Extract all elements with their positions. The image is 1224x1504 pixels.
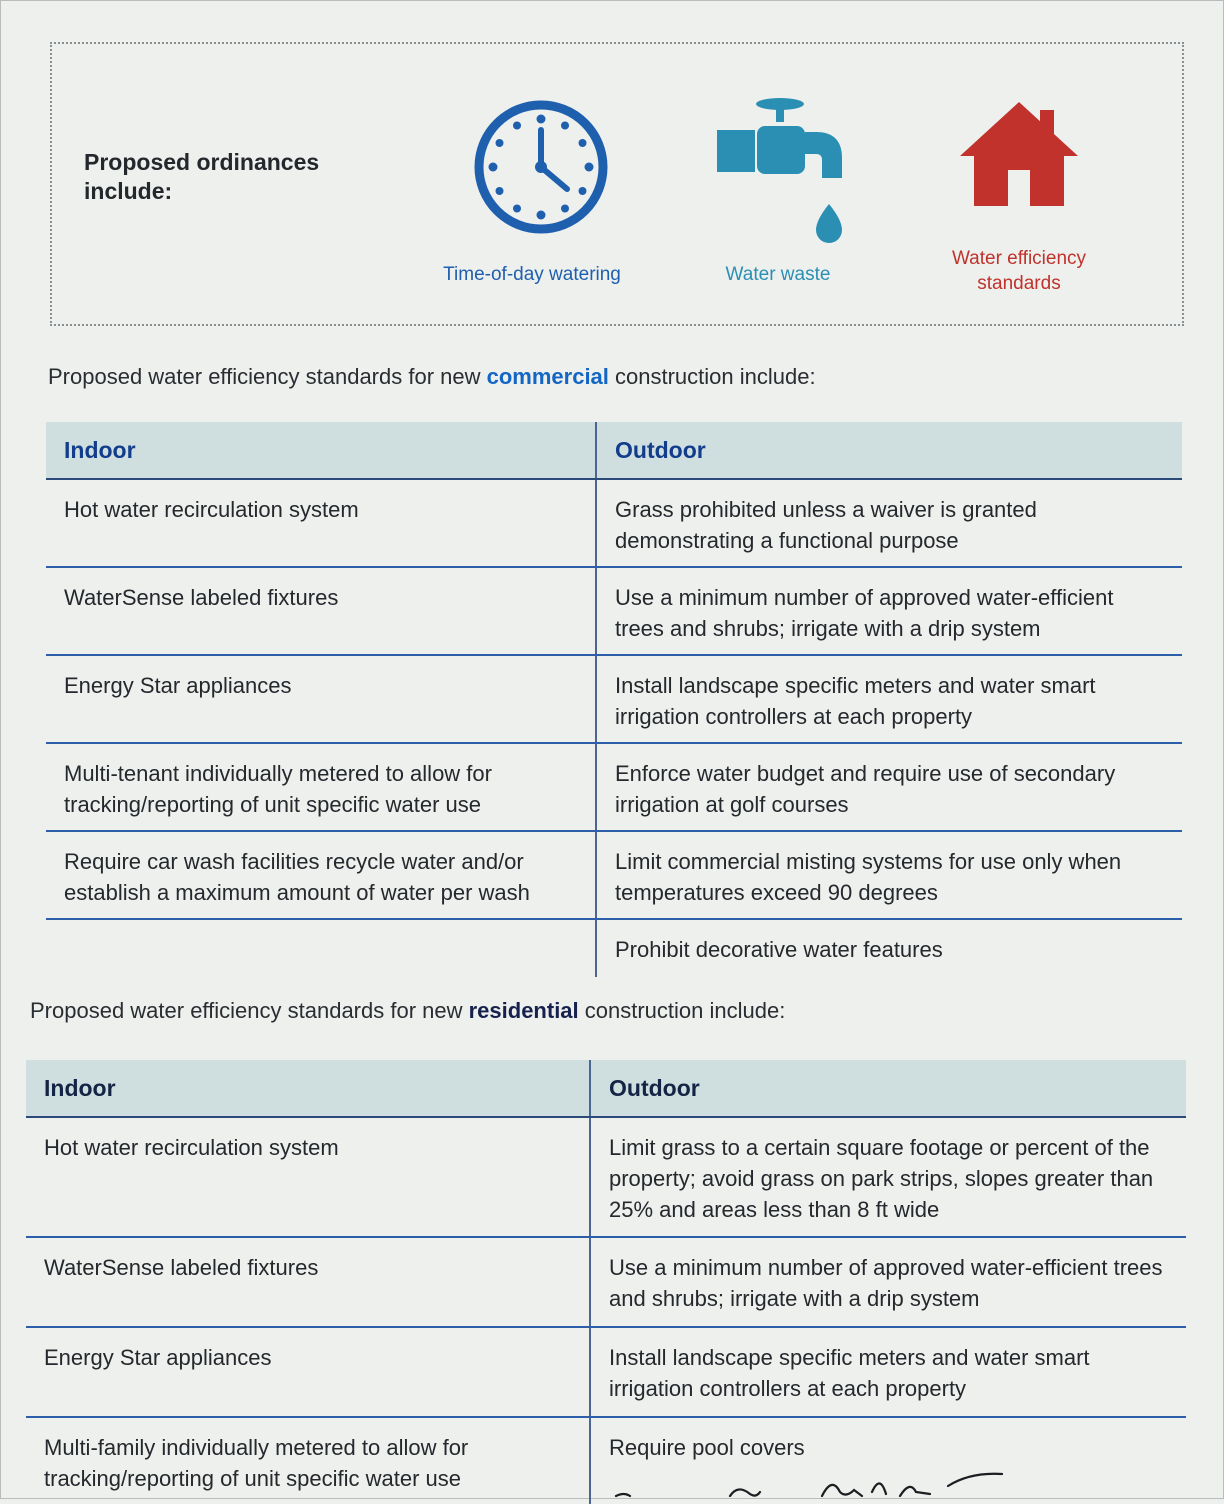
indoor-cell: Multi-tenant individually metered to allow for tracking/reporting of unit specific water use [46,743,596,831]
faucet-icon [712,96,852,251]
table-header-row [46,422,1182,479]
indoor-header: Indoor [26,1060,590,1117]
commercial-standards-table [46,422,1182,977]
outdoor-cell: Limit grass to a certain square footage or percent of the property; avoid grass on park strips, slopes greater than 25% and areas less than 8 ft wide [590,1117,1186,1237]
commercial-intro-after: construction include: [608,364,816,389]
commercial-intro-before: Proposed water efficiency standards for new [48,364,487,389]
indoor-cell: WaterSense labeled fixtures [46,567,596,655]
indoor-cell: Require car wash facilities recycle water and/or establish a maximum amount of water per wash [46,831,596,919]
outdoor-cell: Install landscape specific meters and water smart irrigation controllers at each property [596,655,1182,743]
outdoor-cell: Prohibit decorative water features [615,937,943,962]
table-row [46,831,1182,919]
table-row [46,919,1182,977]
residential-intro-highlight: residential [468,998,579,1023]
ordinance-label-water-efficiency: Water efficiency standards [951,248,1087,294]
outdoor-cell: Use a minimum number of approved water-efficient trees and shrubs; irrigate with a drip system [596,567,1182,655]
commercial-intro [48,364,816,390]
residential-intro [30,998,785,1024]
residential-intro-after: construction include: [578,998,786,1023]
outdoor-cell: Require pool covers [609,1435,805,1460]
table-row [26,1327,1186,1417]
outdoor-cell: Grass prohibited unless a waiver is granted demonstrating a functional purpose [596,479,1182,567]
outdoor-header: Outdoor [596,422,1182,479]
residential-standards-table [26,1060,1186,1504]
table-row [46,743,1182,831]
outdoor-cell: Install landscape specific meters and water smart irrigation controllers at each property [590,1327,1186,1417]
outdoor-cell: Enforce water budget and require use of secondary irrigation at golf courses [596,743,1182,831]
indoor-header: Indoor [46,422,596,479]
residential-intro-before: Proposed water efficiency standards for new [30,998,469,1023]
ordinances-heading: Proposed ordinances include: [84,149,320,204]
outdoor-cell: Limit commercial misting systems for use only when temperatures exceed 90 degrees [596,831,1182,919]
outdoor-header: Outdoor [590,1060,1186,1117]
table-row [46,479,1182,567]
commercial-intro-highlight: commercial [486,364,609,389]
house-icon [958,98,1080,215]
indoor-cell: WaterSense labeled fixtures [26,1237,590,1327]
indoor-cell: Hot water recirculation system [26,1117,590,1237]
table-header-row [26,1060,1186,1117]
indoor-cell: Hot water recirculation system [46,479,596,567]
table-row [46,655,1182,743]
ordinance-label-water-waste: Water waste [725,264,831,285]
clock-icon [472,98,610,241]
indoor-cell [46,919,596,977]
table-row [26,1117,1186,1237]
table-row [46,567,1182,655]
indoor-cell: Energy Star appliances [26,1327,590,1417]
handwritten-annotation [610,1466,1010,1504]
table-row [26,1237,1186,1327]
outdoor-cell: Use a minimum number of approved water-efficient trees and shrubs; irrigate with a drip system [590,1237,1186,1327]
table-row [26,1417,1186,1504]
indoor-cell: Energy Star appliances [46,655,596,743]
ordinance-label-time-of-day: Time-of-day watering [443,264,621,285]
indoor-cell: Multi-family individually metered to allow for tracking/reporting of unit specific water use [26,1417,590,1504]
ordinances-box [50,42,1184,326]
